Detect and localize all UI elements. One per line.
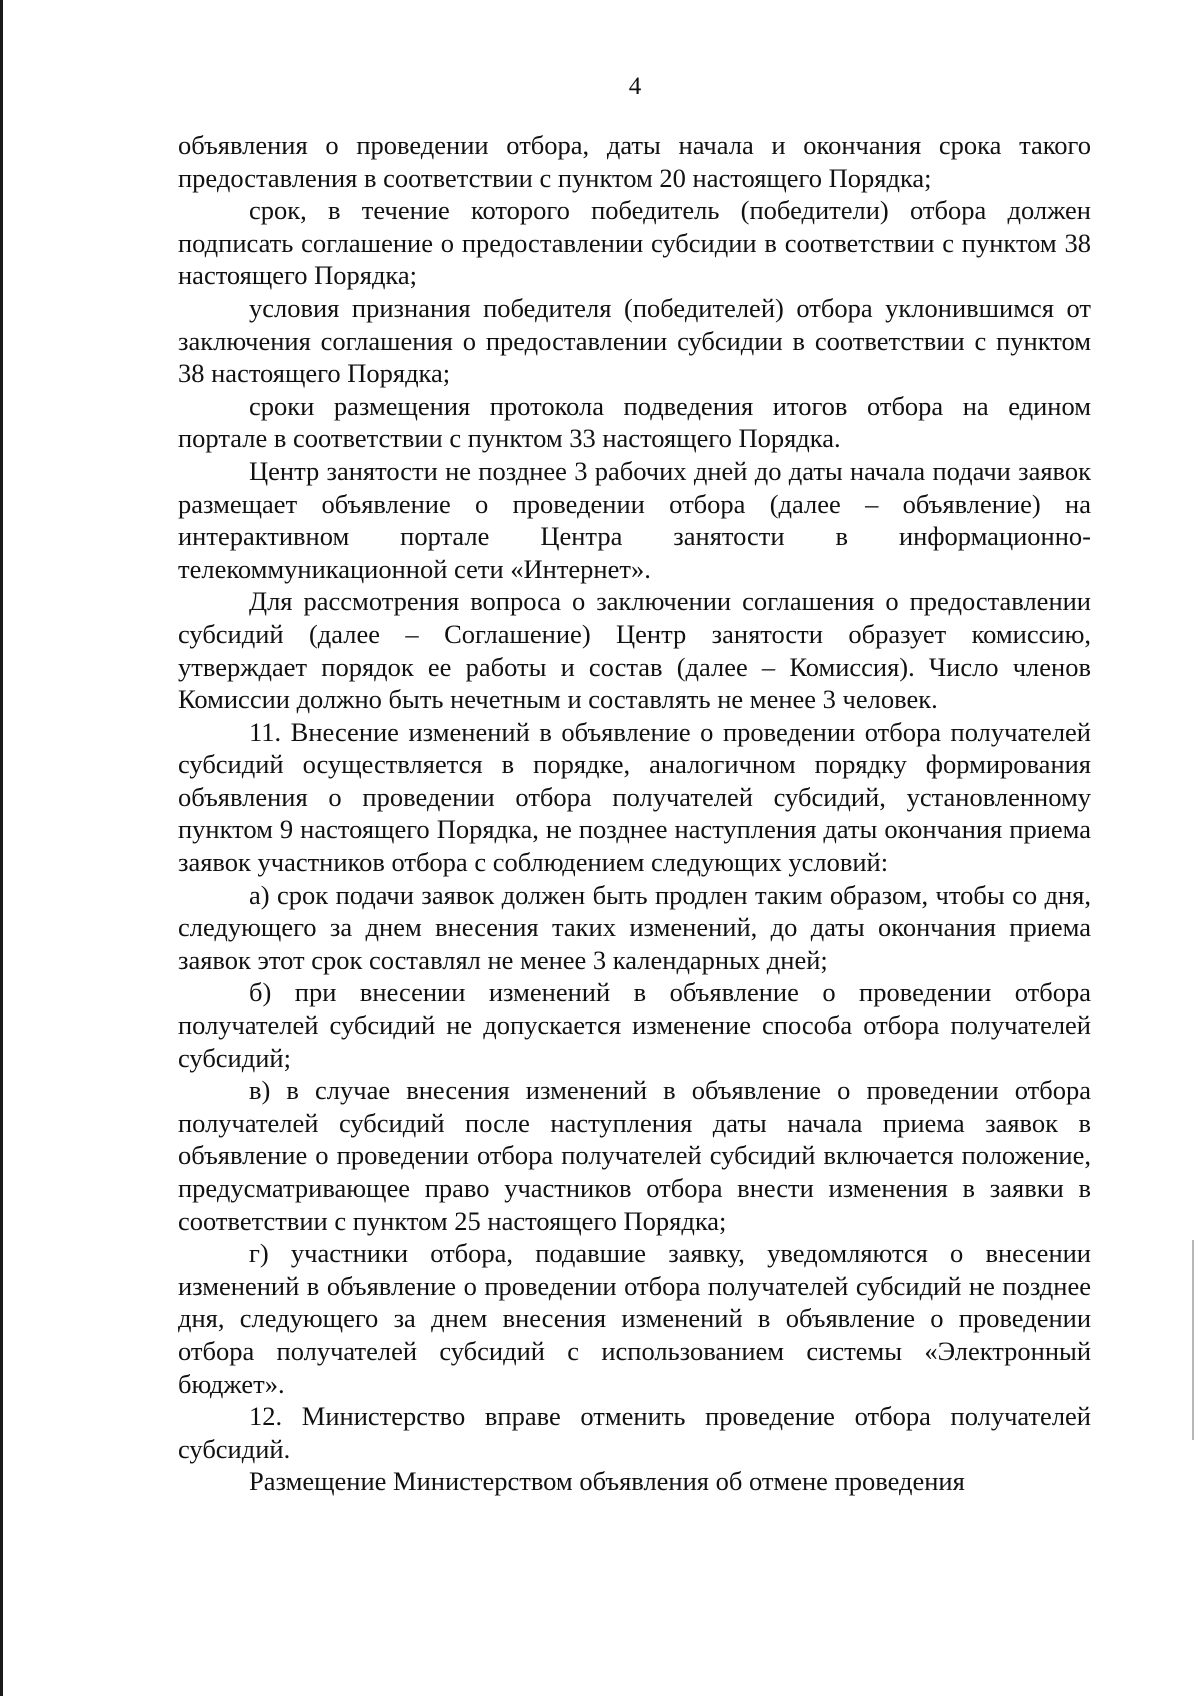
paragraph-clause-11-g: г) участники отбора, подавшие заявку, уведомляются о внесении изменений в объявление о проведении отбора получателей субсидий не позднее дня, следующего за днем внесения изменений в объявление о проведении отбора получателей субсидий с использованием системы «Электронный бюджет».: [178, 1238, 1091, 1399]
paragraph-cancellation: Размещение Министерством объявления об отмене проведения: [249, 1466, 965, 1497]
paragraph-clause-11-a: а) срок подачи заявок должен быть продлен таким образом, чтобы со дня, следующего за днем внесения таких изменений, до даты окончания приема заявок этот срок составлял не менее 3 календарных дней;: [178, 879, 1091, 975]
paragraph-clause-12: 12. Министерство вправе отменить проведение отбора получателей субсидий.: [178, 1401, 1091, 1464]
paragraph-employment-center-announcement: Центр занятости не позднее 3 рабочих дней до даты начала подачи заявок размещает объявление о проведении отбора (далее – объявление) на интерактивном портале Центра занятости в информационно-телекоммуникационной сети «Интернет».: [178, 455, 1091, 584]
paragraph-clause-11-b: б) при внесении изменений в объявление о проведении отбора получателей субсидий не допускается изменение способа отбора получателей субсидий;: [178, 977, 1091, 1073]
scan-left-edge: [0, 0, 3, 1696]
scan-right-edge: [1192, 1240, 1194, 1440]
page-number: 4: [628, 73, 642, 100]
document-body: [178, 129, 1091, 1498]
paragraph-continuation: объявления о проведении отбора, даты начала и окончания срока такого предоставления в соответствии с пунктом 20 настоящего Порядка;: [178, 130, 1091, 193]
paragraph-clause-11-v: в) в случае внесения изменений в объявление о проведении отбора получателей субсидий после наступления даты начала приема заявок в объявление о проведении отбора получателей субсидий включается положение, предусматривающее право участников отбора внести изменения в заявки в соответствии с пунктом 25 настоящего Порядка;: [178, 1075, 1091, 1236]
paragraph-commission: Для рассмотрения вопроса о заключении соглашения о предоставлении субсидий (далее – Соглашение) Центр занятости образует комиссию, утверждает порядок ее работы и состав (далее – Комиссия). Число членов Комиссии должно быть нечетным и составлять не менее 3 человек.: [178, 586, 1091, 715]
paragraph-clause-11: 11. Внесение изменений в объявление о проведении отбора получателей субсидий осуществляется в порядке, аналогичном порядку формирования объявления о проведении отбора получателей субсидий, установленному пунктом 9 настоящего Порядка, не позднее наступления даты окончания приема заявок участников отбора с соблюдением следующих условий:: [178, 716, 1091, 878]
paragraph-evasion-conditions: условия признания победителя (победителей) отбора уклонившимся от заключения соглашения о предоставлении субсидии в соответствии с пунктом 38 настоящего Порядка;: [178, 292, 1091, 389]
paragraph-protocol-deadlines: сроки размещения протокола подведения итогов отбора на едином портале в соответствии с пунктом 33 настоящего Порядка.: [178, 390, 1091, 454]
paragraph-signing-deadline: срок, в течение которого победитель (победители) отбора должен подписать соглашение о предоставлении субсидии в соответствии с пунктом 38 настоящего Порядка;: [178, 195, 1091, 291]
